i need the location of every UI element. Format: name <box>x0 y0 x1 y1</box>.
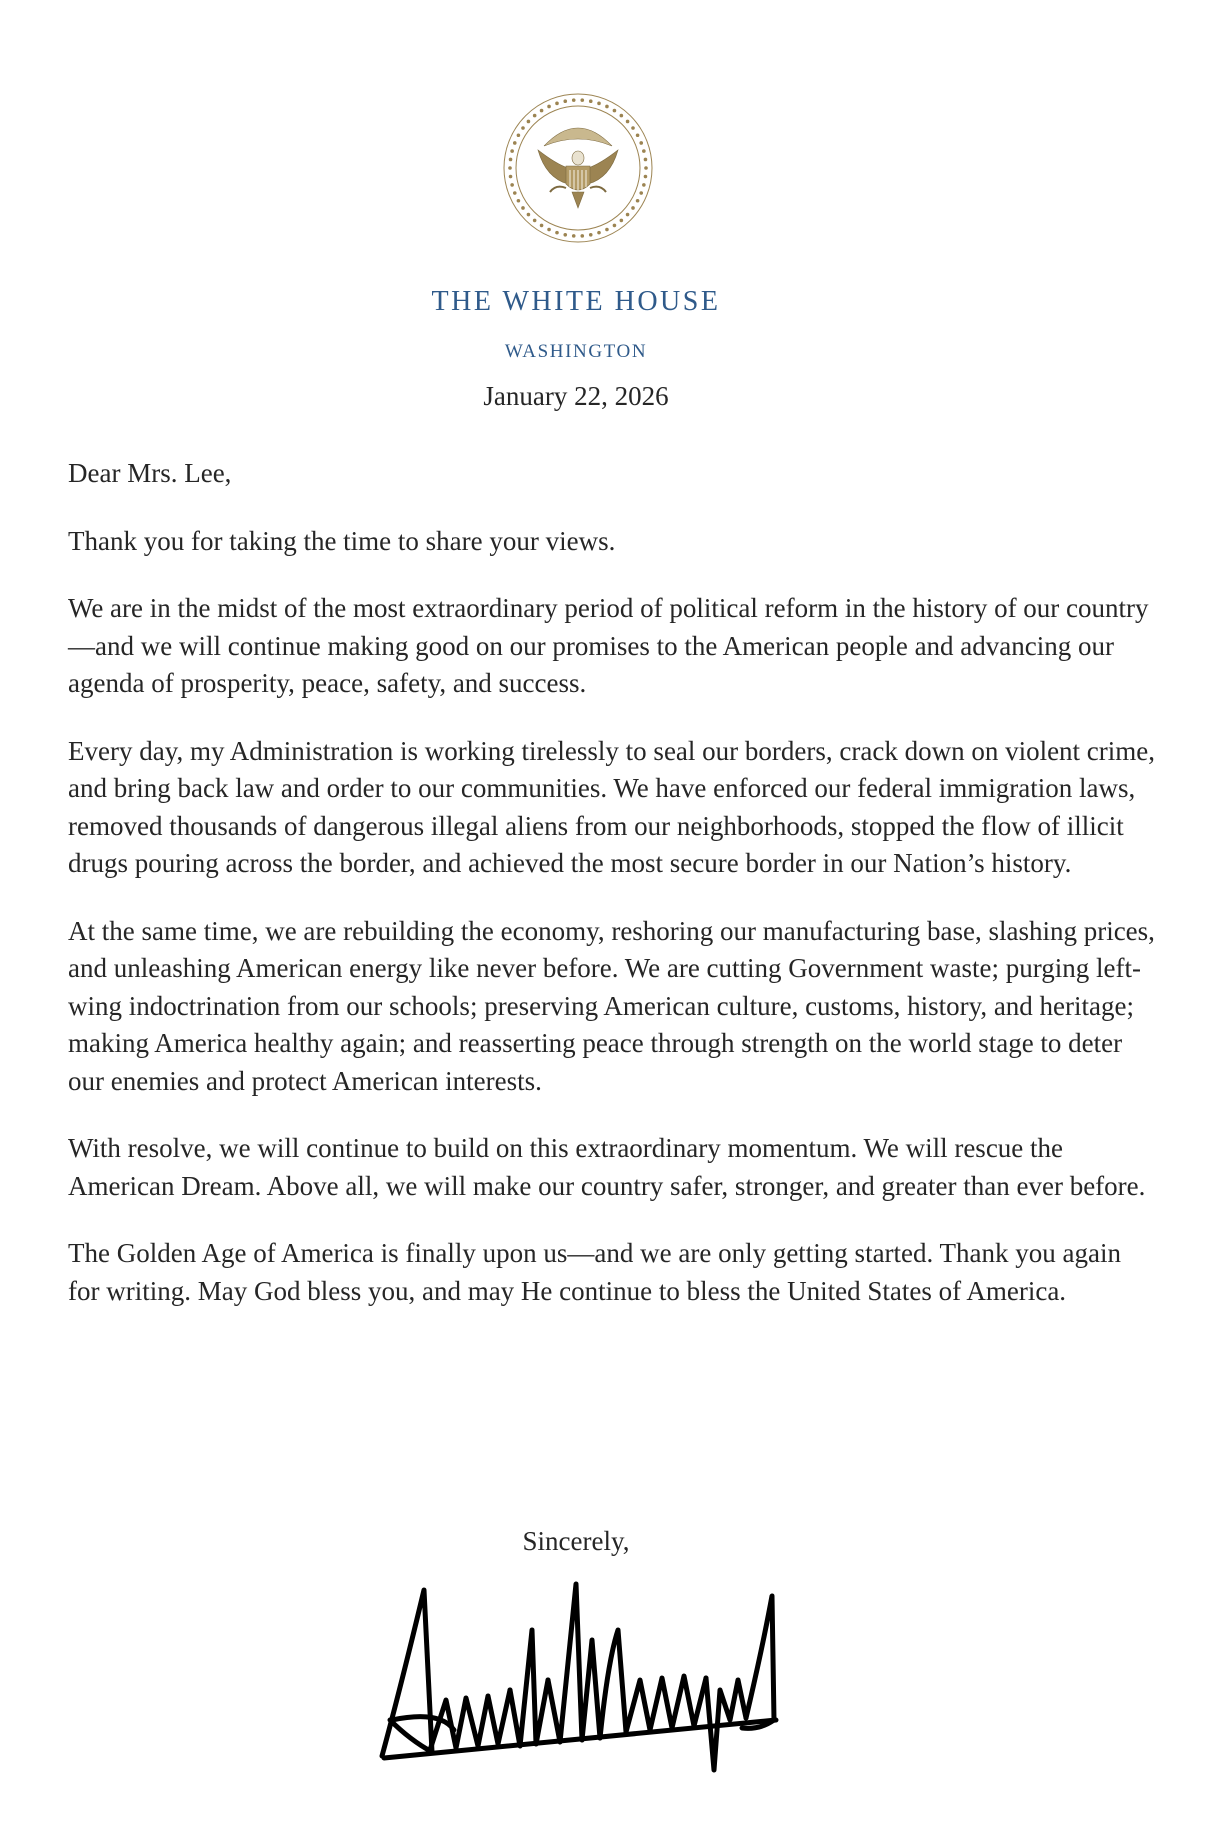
letterhead-title: THE WHITE HOUSE <box>431 286 721 317</box>
seal-star <box>510 183 514 187</box>
presidential-seal-icon <box>498 88 658 248</box>
seal-star <box>547 105 551 109</box>
seal-star <box>509 175 513 179</box>
paragraph-borders: Every day, my Administration is working tirelessly to seal our borders, crack down on violent crime, and bring back law and order to our communities. We have enforced our federal immigration laws, removed thousands of dangerous illegal aliens from our neighborhoods, stopped the flow of illicit drugs pouring across the border, and achieved the most secure border in our Nation’s history. <box>68 735 1156 878</box>
seal-star <box>636 199 640 203</box>
seal-star <box>626 120 630 124</box>
seal-star <box>636 133 640 137</box>
seal-star <box>517 133 521 137</box>
greeting: Dear Mrs. Lee, <box>68 458 232 488</box>
seal-star <box>597 102 601 106</box>
seal-star <box>613 109 617 113</box>
seal-star <box>589 99 593 103</box>
seal-star <box>521 206 525 210</box>
seal-star <box>580 98 584 102</box>
paragraph-golden-age: The Golden Age of America is finally upon us—and we are only getting started. Thank you again for writing. May God bless you, and may He continue to bless the United States of America. <box>68 1238 1121 1306</box>
seal-star <box>639 141 643 145</box>
seal-star <box>605 105 609 109</box>
seal-star <box>589 233 593 237</box>
seal-star <box>508 166 512 170</box>
seal-star <box>509 158 513 162</box>
seal-star <box>605 228 609 232</box>
seal-star <box>642 149 646 153</box>
seal-star <box>563 233 567 237</box>
seal-star <box>631 126 635 130</box>
seal-star <box>521 126 525 130</box>
closing: Sincerely, <box>522 1526 630 1556</box>
seal-star <box>547 228 551 232</box>
seal-star <box>620 114 624 118</box>
seal-star <box>644 158 648 162</box>
paragraph-thanks: Thank you for taking the time to share your views. <box>68 525 616 556</box>
paragraph-economy: At the same time, we are rebuilding the economy, reshoring our manufacturing base, slashing prices, and unleashing American energy like never before. We are cutting Government waste; purging left-wing indoctrination from our schools; preserving American culture, customs, history, and heritage; making America healthy again; and reasserting peace through strength on the world stage to deter our enemies and protect American interests. <box>68 915 1155 1096</box>
paragraph-reform: We are in the midst of the most extraordinary period of political reform in the history of our country—and we will continue making good on our promises to the American people and advancing our agenda of prosperity, peace, safety, and success. <box>68 593 1149 698</box>
seal-star <box>572 98 576 102</box>
seal-star <box>540 109 544 113</box>
seal-star <box>533 114 537 118</box>
seal-star <box>517 199 521 203</box>
seal-star <box>527 213 531 217</box>
seal-star <box>572 234 576 238</box>
seal-star <box>540 224 544 228</box>
seal-star <box>613 224 617 228</box>
seal-star <box>626 213 630 217</box>
seal-star <box>639 191 643 195</box>
seal-star <box>510 149 514 153</box>
letter-body <box>68 455 1158 1340</box>
seal-star <box>513 191 517 195</box>
seal-star <box>533 219 537 223</box>
seal-star <box>527 120 531 124</box>
seal-star <box>563 99 567 103</box>
seal-star <box>631 206 635 210</box>
seal-star <box>620 219 624 223</box>
seal-star <box>555 231 559 235</box>
seal-star <box>555 102 559 106</box>
letterhead-location: WASHINGTON <box>504 341 648 362</box>
seal-star <box>642 183 646 187</box>
seal-star <box>644 166 648 170</box>
letter-date: January 22, 2026 <box>483 381 669 411</box>
seal-star <box>644 175 648 179</box>
seal-star <box>580 234 584 238</box>
handwritten-signature-icon <box>370 1570 790 1790</box>
seal-star <box>513 141 517 145</box>
seal-star <box>597 231 601 235</box>
paragraph-resolve: With resolve, we will continue to build on this extraordinary momentum. We will rescue the American Dream. Above all, we will make our country safer, stronger, and greater than ever before. <box>68 1133 1146 1201</box>
